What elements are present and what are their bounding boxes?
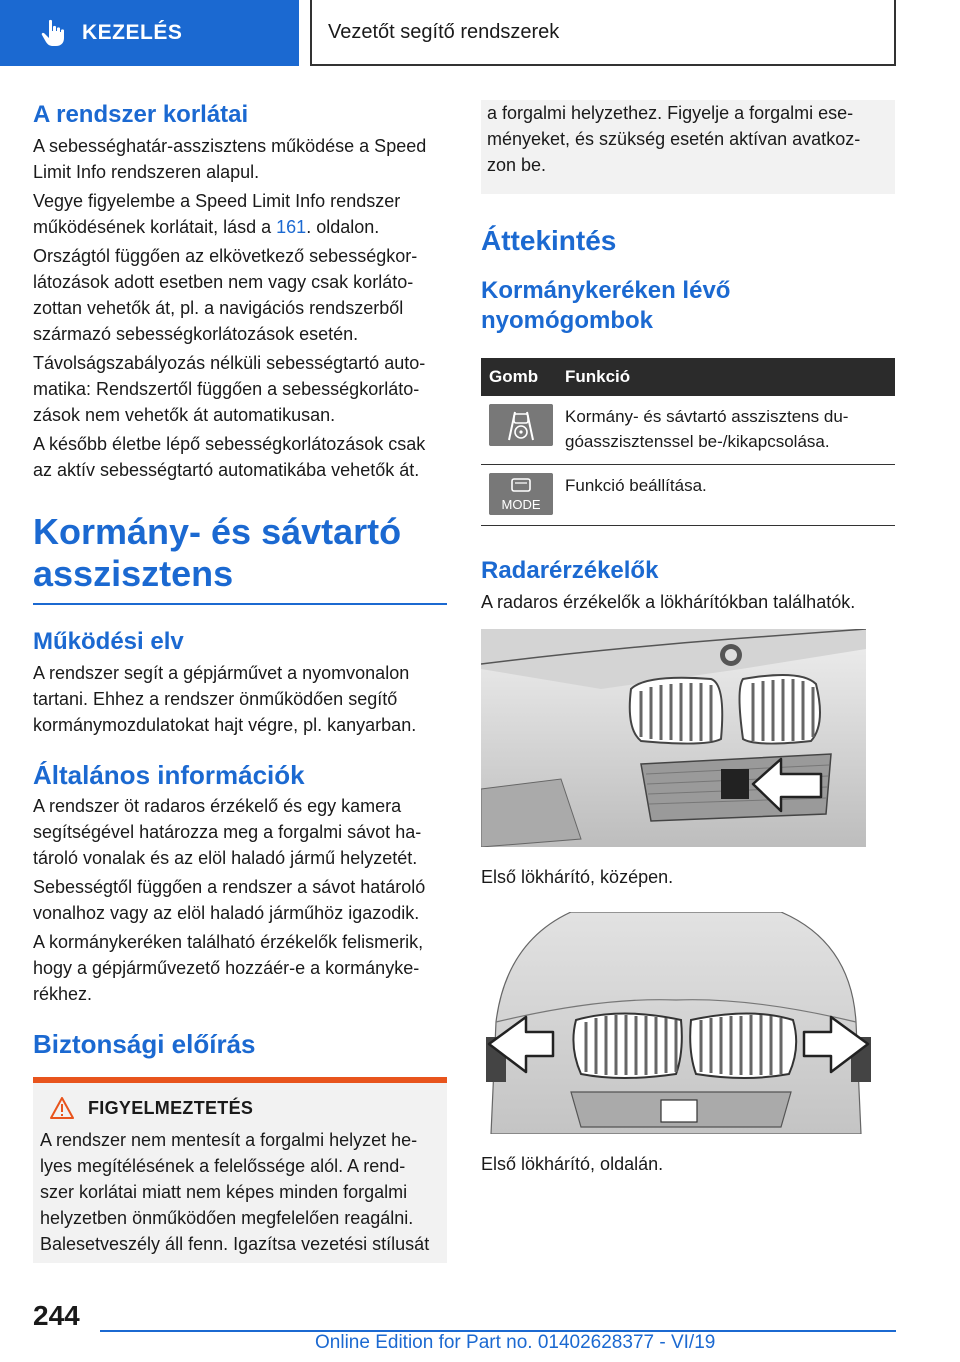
- col-header-function: Funkció: [557, 358, 895, 396]
- warning-continuation-text: a forgalmi helyzethez. Figyelje a forgalmi ese-ményeket, és szükség esetén aktívan avatkoz-zon be.: [487, 103, 861, 175]
- button-cell: [481, 465, 557, 526]
- warning-triangle-icon: [50, 1097, 74, 1119]
- hand-pointer-icon: [38, 18, 68, 48]
- general-paragraph-2: Sebességtől függően a rendszer a sávot határoló vonalhoz vagy az elöl haladó járműhöz igazodik.: [33, 877, 426, 923]
- general-paragraph-3: A kormánykeréken található érzékelők felismerik, hogy a gépjárművezető hozzáér-e a kormányke-rékhez.: [33, 932, 424, 1004]
- edition-info: Online Edition for Part no. 01402628377 - VI/19: [315, 1332, 716, 1353]
- mode-button-icon: [489, 473, 553, 515]
- limits-paragraph-5: A később életbe lépő sebességkorlátozások csak az aktív sebességtartó automatikába vehetők át.: [33, 434, 426, 480]
- section-tab-label: KEZELÉS: [82, 21, 183, 44]
- function-cell: Kormány- és sávtartó asszisztens du-góasszisztenssel be-/kikapcsolása.: [557, 396, 895, 465]
- bumper-side-illustration: [481, 912, 876, 1134]
- chapter-title: Vezetőt segítő rendszerek: [310, 0, 896, 66]
- figure-1-caption: Első lökhárító, középen.: [481, 867, 674, 887]
- buttons-heading: Kormánykeréken lévő nyomógombok: [481, 277, 731, 334]
- limits-paragraph-1: A sebességhatár-asszisztens működése a Speed Limit Info rendszeren alapul.: [33, 136, 427, 182]
- heading-divider: [33, 603, 447, 605]
- limits-heading: A rendszer korlátai: [33, 101, 249, 128]
- general-paragraph-1: A rendszer öt radaros érzékelő és egy kamera segítségével határozza meg a forgalmi sávot ha-tároló vonalak és az elöl haladó jármű helyzetét.: [33, 796, 422, 868]
- warning-text: A rendszer nem mentesít a forgalmi helyzet he-lyes megítélésének a felelőssége alól. A rend-szer korlátai miatt nem képes minden forgalmi helyzetben önműködően megfelelően reagálni. Balesetveszély áll fenn. Igazítsa vezetési stílusát: [40, 1130, 430, 1254]
- principle-heading: Működési elv: [33, 628, 184, 655]
- page-number: 244: [33, 1300, 80, 1331]
- radar-heading: Radarérzékelők: [481, 557, 659, 584]
- limits-paragraph-3: Országtól függően az elkövetkező sebességkor-látozások adott esetben nem vagy csak korláto-zottan vehetők át, pl. a navigációs rendszerből származó sebességkorlátozások esetén.: [33, 246, 418, 344]
- warning-continuation: [481, 100, 895, 194]
- left-column: [33, 100, 447, 1263]
- figure-2-caption: Első lökhárító, oldalán.: [481, 1154, 664, 1174]
- bumper-center-illustration: [481, 629, 866, 847]
- general-heading: Általános információk: [33, 760, 305, 790]
- section-tab[interactable]: [0, 0, 299, 66]
- limits-p2-text: Vegye figyelembe a Speed Limit Info rendszer működésének korlátait, lásd a: [33, 191, 401, 237]
- table-row: [481, 465, 895, 526]
- table-header-row: [481, 358, 895, 396]
- warning-title: FIGYELMEZTETÉS: [88, 1097, 254, 1118]
- table-row: [481, 396, 895, 465]
- buttons-table: [481, 358, 895, 526]
- overview-heading: Áttekintés: [481, 225, 617, 256]
- limits-p2-text-end: . oldalon.: [306, 217, 380, 237]
- limits-paragraph-4: Távolságszabályozás nélküli sebességtartó auto-matika: Rendszertől függően a sebességkorláto-zások nem vehetők át automatikusan.: [33, 353, 426, 425]
- radar-paragraph: A radaros érzékelők a lökhárítókban találhatók.: [481, 592, 856, 612]
- button-cell: [481, 396, 557, 465]
- warning-box: [33, 1077, 447, 1263]
- limits-paragraph-2: [33, 188, 447, 240]
- right-column: [481, 100, 895, 1177]
- principle-paragraph: A rendszer segít a gépjárművet a nyomvonalon tartani. Ehhez a rendszer önműködően segítő kormánymozdulatokat hajt végre, pl. kanyarban.: [33, 663, 417, 735]
- function-cell: Funkció beállítása.: [557, 465, 895, 526]
- lane-assist-button-icon: [489, 404, 553, 446]
- page-link[interactable]: 161: [276, 217, 307, 237]
- main-heading: Kormány- és sávtartó asszisztens: [33, 511, 402, 594]
- safety-heading: Biztonsági előírás: [33, 1029, 256, 1059]
- mode-icon-text: MODE: [501, 497, 541, 512]
- col-header-button: Gomb: [481, 358, 557, 396]
- warning-header: [40, 1097, 439, 1119]
